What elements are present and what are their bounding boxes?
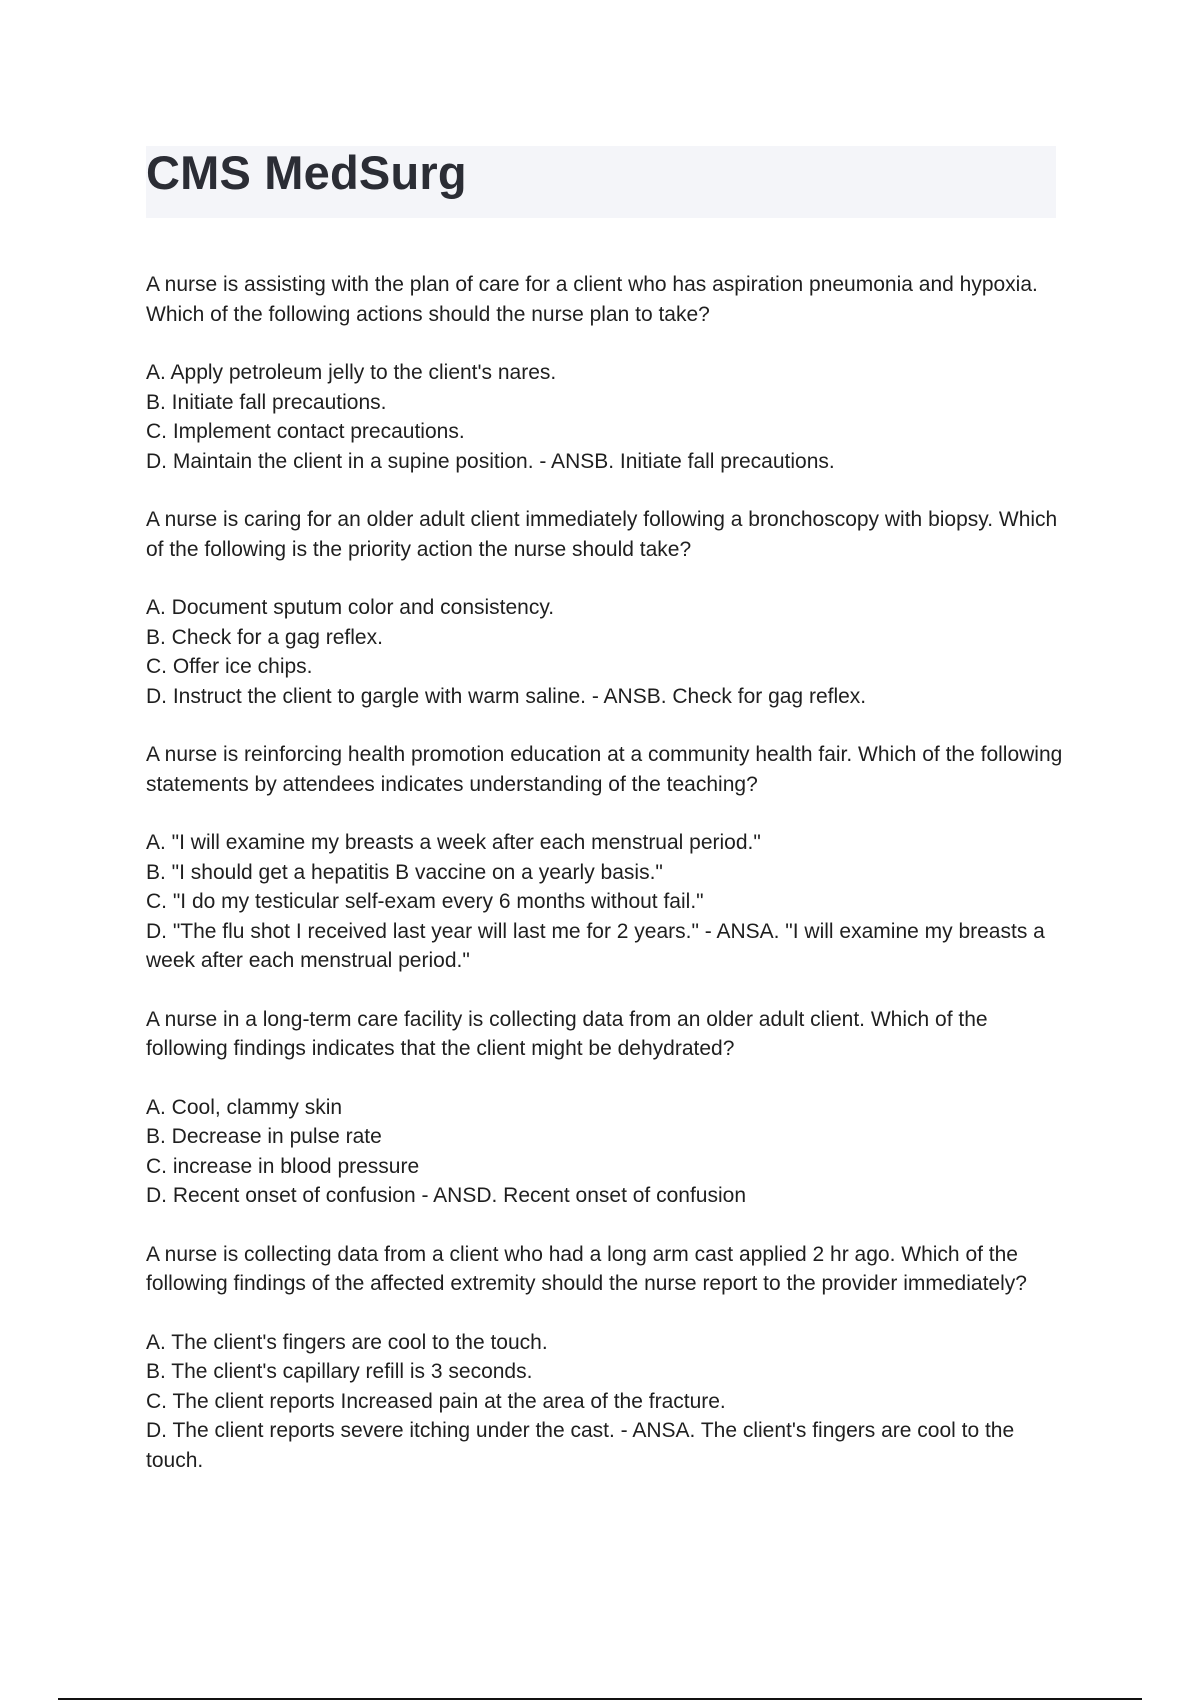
answer-option-with-key: D. The client reports severe itching under the cast. - ANSA. The client's fingers are cool to the touch. — [146, 1419, 1015, 1472]
question-item — [146, 270, 1066, 476]
answer-option-with-key: D. "The flu shot I received last year will last me for 2 years." - ANSA. "I will examine my breasts a week after each menstrual period." — [146, 919, 1045, 972]
answer-option: C. Implement contact precautions. — [146, 420, 465, 443]
answer-option: B. Initiate fall precautions. — [146, 390, 387, 414]
answer-option: A. "I will examine my breasts a week after each menstrual period." — [146, 831, 761, 854]
question-text: A nurse in a long-term care facility is collecting data from an older adult client. Which of the following findings indicates that the client might be dehydrated? — [146, 1007, 988, 1060]
question-item — [146, 1240, 1066, 1476]
answer-options — [146, 1093, 1066, 1211]
question-item — [146, 1005, 1066, 1211]
question-text: A nurse is caring for an older adult client immediately following a bronchoscopy with biopsy. Which of the following is the priority action the nurse should take? — [146, 508, 1058, 561]
page-title: CMS MedSurg — [146, 146, 467, 199]
answer-option-with-key: D. Recent onset of confusion - ANSD. Recent onset of confusion — [146, 1184, 746, 1207]
answer-option: B. Decrease in pulse rate — [146, 1125, 382, 1148]
answer-options — [146, 593, 1066, 711]
answer-option: C. "I do my testicular self-exam every 6 months without fail." — [146, 890, 704, 913]
answer-options — [146, 1328, 1066, 1476]
answer-option: A. The client's fingers are cool to the touch. — [146, 1330, 548, 1354]
answer-options — [146, 358, 1066, 476]
answer-option: C. Offer ice chips. — [146, 655, 313, 678]
question-item — [146, 505, 1066, 711]
answer-option: B. Check for a gag reflex. — [146, 625, 383, 649]
answer-option: A. Cool, clammy skin — [146, 1095, 343, 1119]
answer-option: C. increase in blood pressure — [146, 1154, 420, 1178]
question-text: A nurse is reinforcing health promotion education at a community health fair. Which of the following statements by attendees indicates understanding of the teaching? — [146, 743, 1063, 796]
answer-option: C. The client reports Increased pain at the area of the fracture. — [146, 1389, 726, 1413]
answer-option: A. Document sputum color and consistency. — [146, 596, 555, 619]
question-text: A nurse is assisting with the plan of care for a client who has aspiration pneumonia and hypoxia. Which of the following actions should the nurse plan to take? — [146, 273, 1038, 326]
question-text: A nurse is collecting data from a client who had a long arm cast applied 2 hr ago. Which of the following findings of the affected extremity should the nurse report to the provider immediately? — [146, 1242, 1027, 1295]
answer-option: B. "I should get a hepatitis B vaccine on a yearly basis." — [146, 860, 663, 884]
answer-option: A. Apply petroleum jelly to the client's nares. — [146, 361, 557, 384]
answer-option-with-key: D. Instruct the client to gargle with warm saline. - ANSB. Check for gag reflex. — [146, 684, 867, 708]
answer-option: B. The client's capillary refill is 3 seconds. — [146, 1360, 533, 1383]
question-list — [146, 270, 1066, 1504]
question-item — [146, 740, 1066, 976]
answer-option-with-key: D. Maintain the client in a supine position. - ANSB. Initiate fall precautions. — [146, 449, 835, 473]
answer-options — [146, 828, 1066, 976]
